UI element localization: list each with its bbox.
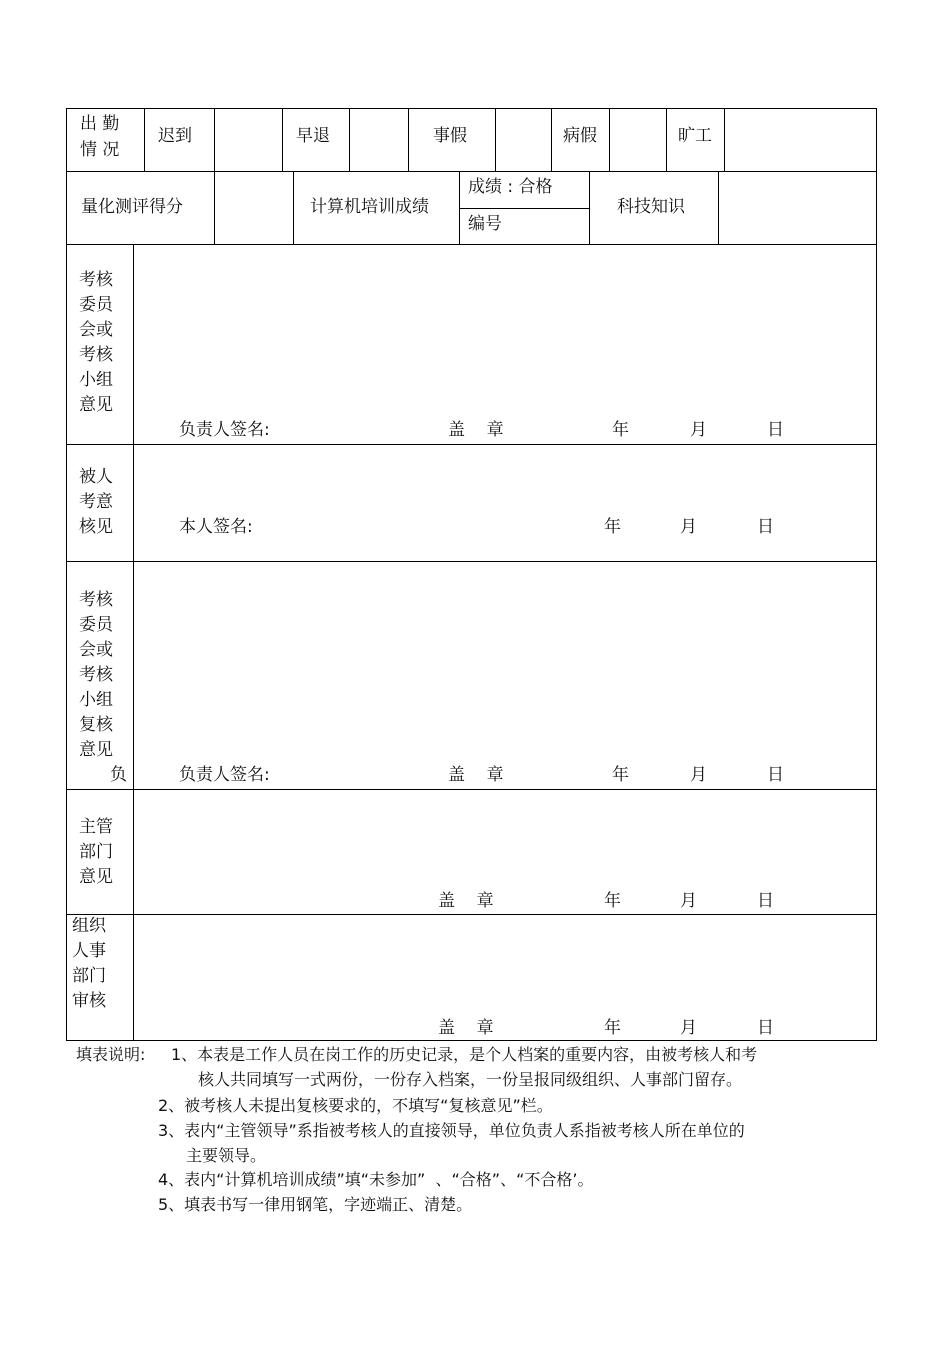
hr-seal-label: 盖 章 bbox=[438, 1018, 494, 1038]
early-leave-label: 早退 bbox=[296, 126, 330, 146]
dept-seal-label: 盖 章 bbox=[438, 891, 494, 911]
absent-label: 旷工 bbox=[678, 126, 712, 146]
hr-day: 日 bbox=[757, 1018, 774, 1038]
self-day: 日 bbox=[757, 517, 774, 537]
note-2: 2、被考核人未提出复核要求的，不填写“复核意见”栏。 bbox=[158, 1096, 553, 1115]
hr-review-title: 组织 人事 部门 审核 bbox=[72, 916, 106, 1011]
committee-signer-label: 负责人签名: bbox=[179, 420, 270, 440]
attendance-title-line1: 出 勤 bbox=[80, 114, 120, 134]
dept-opinion-title: 主管 部门 意见 bbox=[79, 817, 113, 887]
self-signer-label: 本人签名: bbox=[179, 517, 253, 537]
quant-eval-label: 量化测评得分 bbox=[81, 197, 183, 217]
self-year: 年 bbox=[604, 517, 621, 537]
committee-day: 日 bbox=[767, 420, 784, 440]
computer-training-label: 计算机培训成绩 bbox=[310, 197, 429, 217]
late-label: 迟到 bbox=[158, 126, 192, 146]
hr-month: 月 bbox=[680, 1018, 697, 1038]
review-extra-char: 负 bbox=[110, 765, 127, 785]
committee-year: 年 bbox=[612, 420, 629, 440]
note-3b: 主要领导。 bbox=[186, 1146, 267, 1165]
committee-opinion-title: 考核 委员 会或 考核 小组 意见 bbox=[79, 270, 113, 415]
hr-year: 年 bbox=[604, 1018, 621, 1038]
review-signer-label: 负责人签名: bbox=[179, 765, 270, 785]
grade-label: 成绩 : 合格 bbox=[468, 177, 553, 197]
notes-label: 填表说明: bbox=[76, 1045, 146, 1064]
review-opinion-title: 考核 委员 会或 考核 小组 复核 意见 bbox=[79, 590, 113, 760]
sick-leave-label: 病假 bbox=[563, 126, 597, 146]
number-label: 编号 bbox=[468, 214, 502, 234]
dept-month: 月 bbox=[680, 891, 697, 911]
committee-seal-label: 盖 章 bbox=[448, 420, 504, 440]
note-3a: 3、表内“主管领导”系指被考核人的直接领导，单位负责人系指被考核人所在单位的 bbox=[158, 1121, 745, 1140]
self-month: 月 bbox=[680, 517, 697, 537]
note-1b: 核人共同填写一式两份，一份存入档案，一份呈报同级组织、人事部门留存。 bbox=[198, 1070, 743, 1089]
self-opinion-title: 被人 考意 核见 bbox=[79, 467, 113, 537]
review-month: 月 bbox=[690, 765, 707, 785]
personal-leave-label: 事假 bbox=[433, 126, 467, 146]
review-year: 年 bbox=[612, 765, 629, 785]
dept-year: 年 bbox=[604, 891, 621, 911]
note-1a: 1、本表是工作人员在岗工作的历史记录，是个人档案的重要内容，由被考核人和考 bbox=[171, 1045, 758, 1064]
review-seal-label: 盖 章 bbox=[448, 765, 504, 785]
dept-day: 日 bbox=[757, 891, 774, 911]
note-4: 4、表内“计算机培训成绩”填“未参加” 、“合格”、“不合格’。 bbox=[158, 1170, 594, 1189]
attendance-title-line2: 情 况 bbox=[80, 140, 120, 160]
review-day: 日 bbox=[767, 765, 784, 785]
committee-month: 月 bbox=[690, 420, 707, 440]
sci-knowledge-label: 科技知识 bbox=[617, 197, 685, 217]
note-5: 5、填表书写一律用钢笔，字迹端正、清楚。 bbox=[158, 1195, 473, 1214]
